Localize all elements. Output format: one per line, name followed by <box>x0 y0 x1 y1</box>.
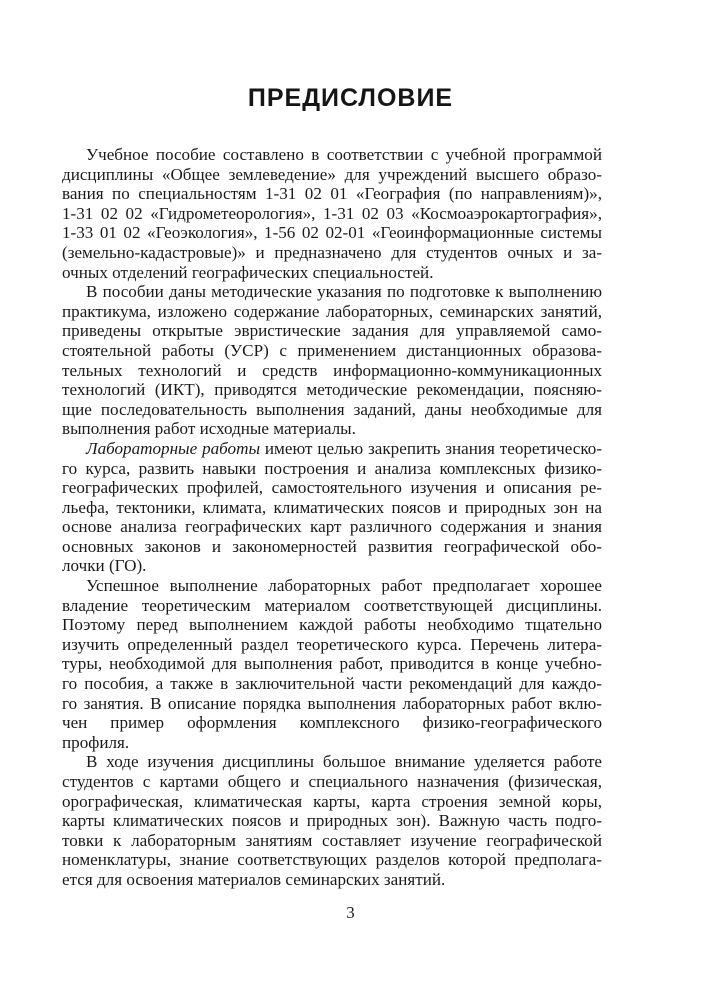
text-line: Поэтому перед выполнением каждой работы необходимо тщательно <box>62 615 602 635</box>
text-line: номенклатуры, знание соответствующих разделов которой предполага- <box>62 850 602 870</box>
text-line: го занятия. В описание порядка выполнения лабораторных работ вклю- <box>62 693 602 713</box>
text-line: основе анализа географических карт различного содержания и знания <box>62 517 602 537</box>
text-line: профиля. <box>62 732 130 752</box>
page-number: 3 <box>346 903 355 922</box>
text-line: 1-33 01 02 «Геоэкология», 1-56 02 02-01 «Геоинформационные системы <box>62 223 602 243</box>
italic-term: Лабораторные работы <box>86 438 261 458</box>
text-line: изучить определенный раздел теоретического курса. Перечень литера- <box>62 634 602 654</box>
paragraph-5 <box>62 752 602 889</box>
text-line: В ходе изучения дисциплины большое внимание уделяется работе <box>86 752 602 772</box>
text-line: товки к лабораторным занятиям составляет изучение географической <box>62 830 602 850</box>
text-line: чен пример оформления комплексного физико-географического <box>62 713 602 733</box>
text-line: карты климатических поясов и природных зон). Важную часть подго- <box>62 811 602 831</box>
text-line: выполнения работ исходные материалы. <box>62 419 356 439</box>
text-line: тельных технологий и средств информационно-коммуникационных <box>62 360 602 380</box>
text-line: орографическая, климатическая карты, карта строения земной коры, <box>62 791 602 811</box>
text-line: ется для освоения материалов семинарских занятий. <box>62 869 446 889</box>
text-line: туры, необходимой для выполнения работ, приводится в конце учебно- <box>62 654 602 674</box>
page-title: ПРЕДИСЛОВИЕ <box>247 84 454 112</box>
text-line: В пособии даны методические указания по подготовке к выполнению <box>86 282 602 302</box>
text-line: дисциплины «Общее землеведение» для учреждений высшего образо- <box>62 164 602 184</box>
paragraph-1 <box>62 145 602 282</box>
text-line: лочки (ГО). <box>62 556 147 576</box>
text-line: владение теоретическим материалом соответствующей дисциплины. <box>62 595 602 615</box>
text-line: го пособия, а также в заключительной части рекомендаций для каждо- <box>62 674 602 694</box>
text-line: технологий (ИКТ), приводятся методические рекомендации, поясняю- <box>62 380 602 400</box>
paragraph-4 <box>62 576 602 752</box>
paragraph-3 <box>62 439 602 576</box>
text-line: льефа, тектоники, климата, климатических поясов и природных зон на <box>62 497 602 517</box>
text-line: (земельно-кадастровые)» и предназначено для студентов очных и за- <box>62 242 602 262</box>
text-line: практикума, изложено содержание лабораторных, семинарских занятий, <box>62 301 602 321</box>
text-line: вания по специальностям 1-31 02 01 «География (по направлениям)», <box>62 184 602 204</box>
text-line: го курса, развить навыки построения и анализа комплексных физико- <box>62 458 602 478</box>
text-line: географических профилей, самостоятельного изучения и описания ре- <box>62 478 602 498</box>
text-span: имеют целью закрепить знания теоретическо- <box>260 438 602 458</box>
text-line: 1-31 02 02 «Гидрометеорология», 1-31 02 03 «Космоаэрокартография», <box>62 203 602 223</box>
text-line: студентов с картами общего и специального назначения (физическая, <box>62 772 602 791</box>
text-line: очных отделений географических специальностей. <box>62 262 434 282</box>
paragraph-2 <box>62 282 602 439</box>
text-line: основных законов и закономерностей развития географической обо- <box>62 536 602 556</box>
text-line: Учебное пособие составлено в соответствии с учебной программой <box>86 145 602 164</box>
text-line: щие последовательность выполнения заданий, даны необходимые для <box>62 399 602 419</box>
text-line: приведены открытые эвристические задания для управляемой само- <box>62 321 602 341</box>
body-text <box>62 145 602 890</box>
text-line <box>62 439 602 459</box>
text-line: стоятельной работы (УСР) с применением дистанционных образова- <box>62 340 602 360</box>
text-line: Успешное выполнение лабораторных работ предполагает хорошее <box>86 576 602 596</box>
